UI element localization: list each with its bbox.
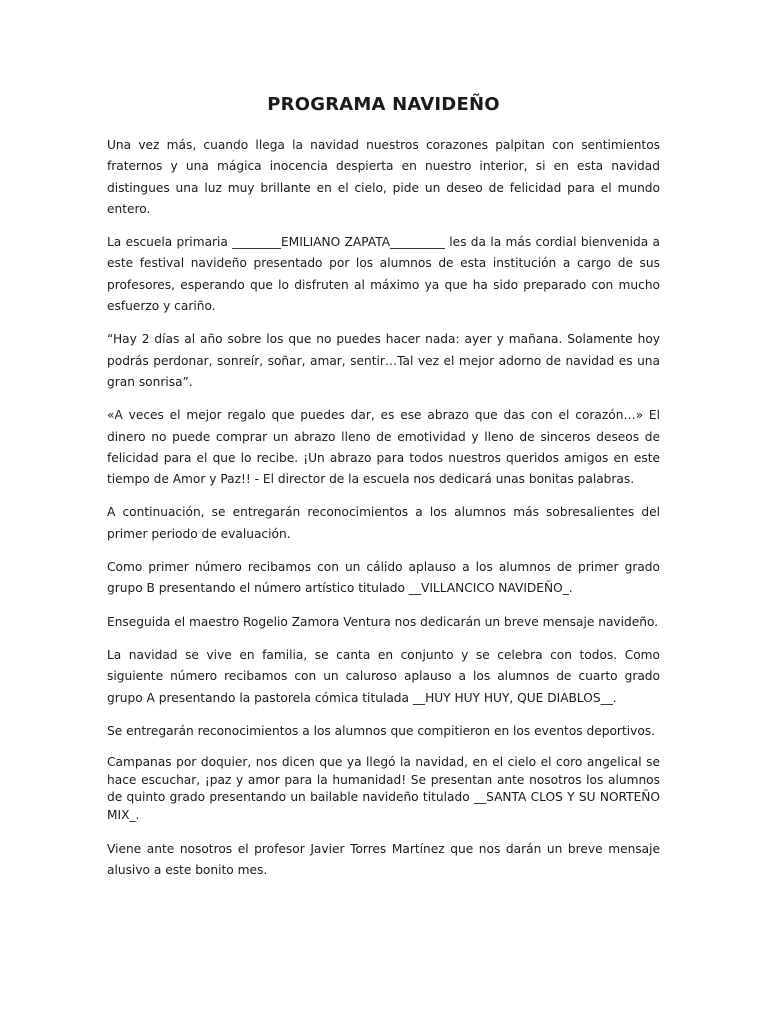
paragraph-welcome: La escuela primaria ________EMILIANO ZAPATA_________ les da la más cordial bienvenida a este festival navideño presentado por los alumnos de esta institución a cargo de sus profesores, esperando que lo disfruten al máximo ya que ha sido preparado con mucho esfuerzo y cariño. xyxy=(107,235,660,314)
paragraph-closing: Viene ante nosotros el profesor Javier Torres Martínez que nos darán un breve mensaje alusivo a este bonito mes. xyxy=(107,841,660,877)
paragraph-intro: Una vez más, cuando llega la navidad nuestros corazones palpitan con sentimientos fraternos y una mágica inocencia despierta en nuestro interior, si en esta navidad distingues una luz muy brillante en el cielo, pide un deseo de felicidad para el mundo entero. xyxy=(107,138,660,216)
paragraph-bailable: Campanas por doquier, nos dicen que ya llegó la navidad, en el cielo el coro angelical se hace escuchar, ¡paz y amor para la humanidad! Se presentan ante nosotros los alumnos de quinto grado presentando un bailable navideño titulado __SANTA CLOS Y SU NORTEÑO MIX_. xyxy=(107,755,660,822)
document-title: PROGRAMA NAVIDEÑO xyxy=(267,94,500,115)
paragraph-first-number: Como primer número recibamos con un cálido aplauso a los alumnos de primer grado grupo B presentando el número artístico titulado __VILLANCICO NAVIDEÑO_. xyxy=(107,560,660,596)
paragraph-quote: “Hay 2 días al año sobre los que no puedes hacer nada: ayer y mañana. Solamente hoy podrás perdonar, sonreír, soñar, amar, sentir…Tal vez el mejor adorno de navidad es una gran sonrisa”. xyxy=(107,332,660,389)
paragraph-teacher-message: Enseguida el maestro Rogelio Zamora Ventura nos dedicarán un breve mensaje navideño. xyxy=(107,614,659,629)
paragraph-pastorela: La navidad se vive en familia, se canta en conjunto y se celebra con todos. Como siguiente número recibamos con un caluroso aplauso a los alumnos de cuarto grado grupo A presentando la pastorela cómica titulada __HUY HUY HUY, QUE DIABLOS__. xyxy=(107,647,660,705)
paragraph-sports-recognitions: Se entregarán reconocimientos a los alumnos que compitieron en los eventos deportivos. xyxy=(107,723,655,738)
paragraph-hug: «A veces el mejor regalo que puedes dar, es ese abrazo que das con el corazón…» El dinero no puede comprar un abrazo lleno de emotividad y lleno de sinceros deseos de felicidad para el que lo recibe. ¡Un abrazo para todos nuestros queridos amigos en este tiempo de Amor y Paz!! - El director de la escuela nos dedicará unas bonitas palabras. xyxy=(107,408,660,487)
document-body xyxy=(107,92,660,893)
paragraph-recognitions: A continuación, se entregarán reconocimientos a los alumnos más sobresalientes del primer periodo de evaluación. xyxy=(107,505,660,541)
